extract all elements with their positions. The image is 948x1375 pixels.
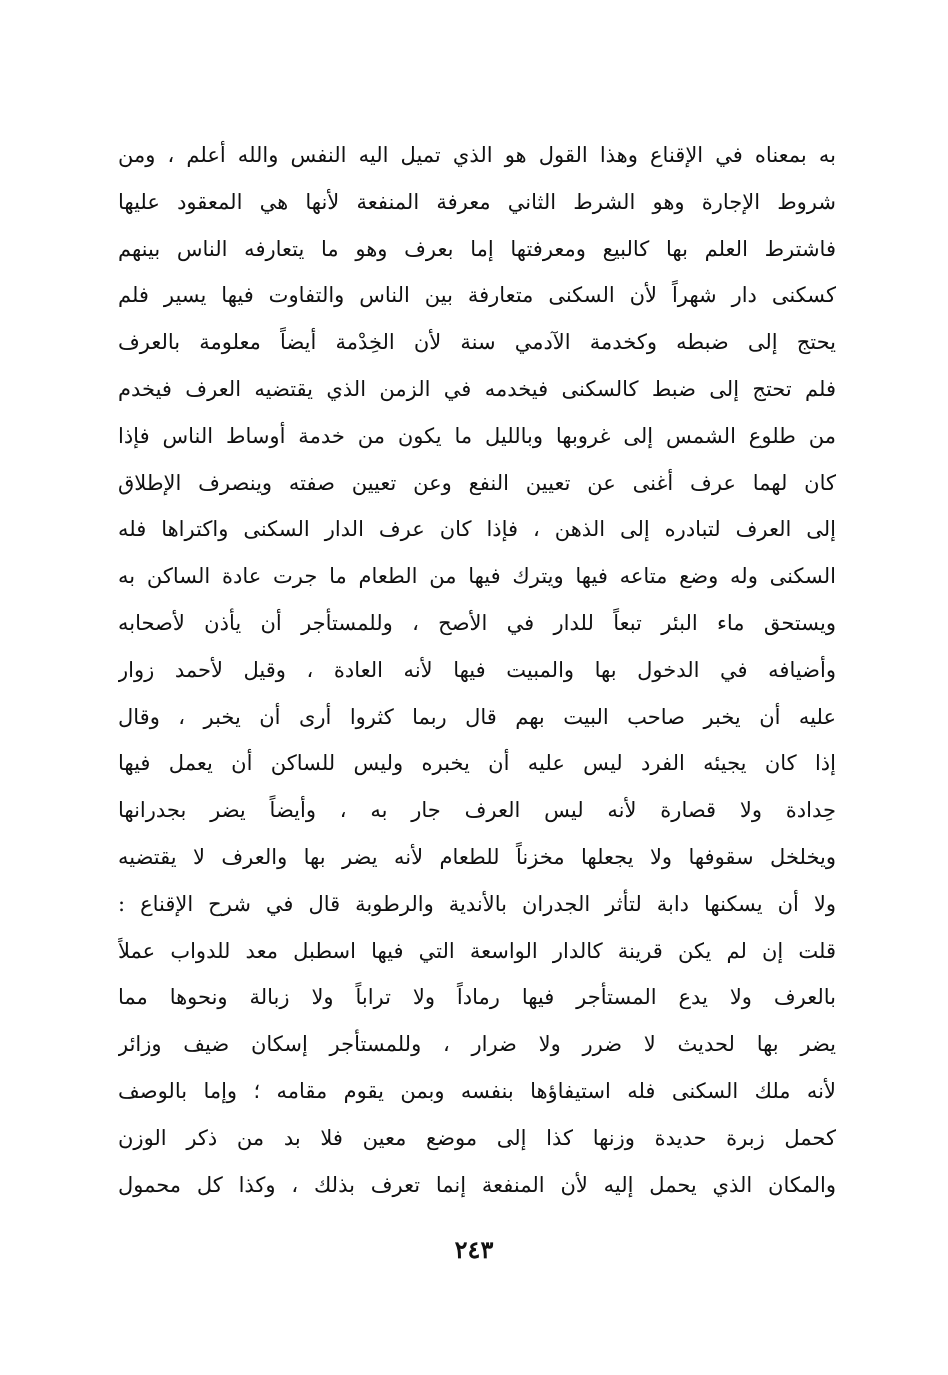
text-line: وأضيافه في الدخول بها والمبيت فيها لأنه العادة ، وقيل لأحمد زوار [118,657,836,682]
text-line: قلت إن لم يكن قرينة كالدار الواسعة التي فيها اسطبل معد للدواب عملاً [118,938,836,963]
text-line: كحمل زبرة حديدة وزنها كذا إلى موضع معين فلا بد من ذكر الوزن [118,1125,836,1150]
text-line: ولا أن يسكنها دابة لتأثر الجدران بالأندية والرطوبة قال في شرح الإقناع : [118,891,836,916]
text-line: شروط الإجارة وهو الشرط الثاني معرفة المنفعة لأنها هي المعقود عليها [118,189,836,214]
body-text [118,132,836,1208]
text-line: إلى العرف لتبادره إلى الذهن ، فإذا كان عرف الدار السكنى واكتراها فله [118,517,836,542]
text-line: به بمعناه في الإقناع وهذا القول هو الذي تميل اليه النفس والله أعلم ، ومن [118,143,836,167]
text-line: فلم تحتج إلى ضبط كالسكنى فيخدمه في الزمن الذي يقتضيه العرف فيخدم [118,376,836,401]
text-line: يضر بها لحديث لا ضرر ولا ضرار ، وللمستأجر إسكان ضيف وزائر [118,1032,836,1057]
text-line: السكنى وله وضع متاعه فيها ويترك فيها من الطعام ما جرت عادة الساكن به [118,564,836,589]
text-line: من طلوع الشمس إلى غروبها وبالليل ما يكون من خدمة أوساط الناس فإذا [118,423,836,448]
text-line: فاشترط العلم بها كالبيع ومعرفتها إما بعرف وهو ما يتعارفه الناس بينهم [118,236,836,261]
text-line: كان لهما عرف أغنى عن تعيين النفع وعن تعيين صفته وينصرف الإطلاق [118,470,836,495]
text-line: ويستحق ماء البئر تبعاً للدار في الأصح ، وللمستأجر أن يأذن لأصحابه [118,610,836,635]
page-number: ٢٤٣ [454,1235,494,1264]
text-line: كسكنى دار شهراً لأن السكنى متعارفة بين الناس والتفاوت فيها يسير فلم [118,283,836,308]
text-line: يحتج إلى ضبطه وكخدمة الآدمي سنة لأن الخِدْمة أيضاً معلومة بالعرف [118,330,836,355]
text-line: إذا كان يجيئه الفرد ليس عليه أن يخبره وليس للساكن أن يعمل فيها [118,751,836,776]
text-line: حِدادة ولا قصارة لأنه ليس العرف جار به ، وأيضاً يضر بجدرانها [118,798,836,823]
text-line: بالعرف ولا يدع المستأجر فيها رماداً ولا تراباً ولا زبالة ونحوها مما [118,985,836,1010]
text-line: لأنه ملك السكنى فله استيفاؤها بنفسه وبمن يقوم مقامه ؛ وإما بالوصف [118,1078,836,1103]
text-line: والمكان الذي يحمل إليه لأن المنفعة إنما تعرف بذلك ، وكذا كل محمول [118,1172,836,1197]
text-line: عليه أن يخبر صاحب البيت بهم قال ربما كثروا أرى أن يخبر ، وقال [118,704,836,729]
text-line: ويخلخل سقوفها ولا يجعلها مخزناً للطعام لأنه يضر بها والعرف لا يقتضيه [118,844,836,869]
